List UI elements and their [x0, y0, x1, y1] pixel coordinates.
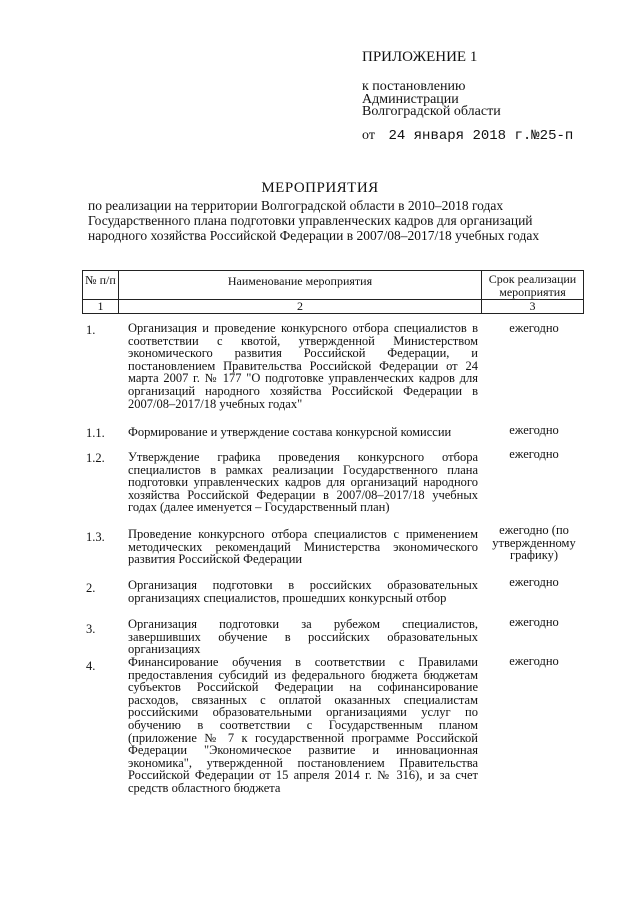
appendix-label: ПРИЛОЖЕНИЕ 1: [362, 49, 478, 65]
row-text: Утверждение графика проведения конкурсного отбора специалистов в рамках реализации Государственного плана подготовки управленческих кадров для организаций народного хозяйства Российской Федерации в 2007/08–2017/18 учебных годах (далее именуется – Государственный план): [128, 450, 478, 515]
col-number-2: 2: [297, 299, 303, 313]
resolution-date: [362, 128, 573, 144]
resolution-line-1: к постановлению: [362, 79, 466, 94]
document-title: МЕРОПРИЯТИЯ: [261, 180, 379, 196]
row-number: 1.1.: [86, 426, 105, 440]
table-right-border: [583, 270, 584, 314]
resolution-line-3: Волгоградской области: [362, 104, 501, 119]
row-text: Организация подготовки за рубежом специалистов, завершивших обучение в российских образовательных организациях: [128, 617, 478, 657]
row-number: 3.: [86, 622, 96, 636]
table-number-rule: [82, 313, 584, 314]
header-term: Срок реализации мероприятия: [488, 272, 577, 299]
row-number: 1.2.: [86, 451, 105, 465]
date-value: 24 января 2018 г.№25-п: [388, 128, 574, 144]
header-number: № п/п: [85, 273, 116, 287]
col-number-3: 3: [529, 299, 536, 313]
row-term: ежегодно: [509, 615, 559, 629]
row-number: 1.3.: [86, 530, 105, 544]
row-text: Финансирование обучения в соответствии с Правилами предоставления субсидий из федерального бюджета бюджетам субъектов Российской Федерации на софинансирование расходов, связанных с оплатой оказанных специалистам российскими образовательными организациями услуг по обучению в соответствии с Государственным планом (приложение № 7 к государственной программе Российской Федерации "Экономическое развитие и инновационная экономика", утвержденной постановлением Правительства Российской Федерации от 15 апреля 2014 г. № 316), и за счет средств областного бюджета: [128, 655, 478, 795]
row-text: Формирование и утверждение состава конкурсной комиссии: [128, 425, 452, 439]
row-text: Организация подготовки в российских образовательных организациях специалистов, прошедших конкурсный отбор: [128, 578, 478, 605]
row-text: Организация и проведение конкурсного отбора специалистов в соответствии с квотой, утвержденной Министерством экономического развития Российской Федерации, и постановлением Правительства Российской Федерации от 24 марта 2007 г. № 177 "О подготовке управленческих кадров для организаций народного хозяйства Российской Федерации в 2007/08–2017/18 учебных годах": [128, 321, 478, 411]
row-term: ежегодно: [509, 575, 559, 589]
row-term: ежегодно: [509, 447, 559, 461]
row-text: Проведение конкурсного отбора специалистов с применением методических рекомендаций Министерства экономического развития Российской Федерации: [128, 527, 478, 567]
col-number-1: 1: [97, 299, 104, 313]
document-subtitle: [88, 198, 582, 243]
table-top-rule: [82, 270, 584, 271]
row-term: ежегодно: [509, 321, 559, 335]
subtitle-line-3: народного хозяйства Российской Федерации в 2007/08–2017/18 учебных годах: [88, 228, 540, 243]
row-term: ежегодно (по утвержденному графику): [492, 523, 576, 563]
date-prefix: от: [362, 128, 375, 143]
row-number: 1.: [86, 323, 96, 337]
row-number: 2.: [86, 581, 96, 595]
row-term: ежегодно: [509, 654, 559, 668]
header-name: Наименование мероприятия: [227, 274, 373, 288]
row-term: ежегодно: [509, 423, 559, 437]
subtitle-line-2: Государственного плана подготовки управленческих кадров для организаций: [88, 213, 533, 228]
subtitle-line-1: по реализации на территории Волгоградской области в 2010–2018 годах: [88, 198, 504, 213]
resolution-line-2: Администрации: [362, 92, 459, 107]
row-number: 4.: [86, 659, 96, 673]
